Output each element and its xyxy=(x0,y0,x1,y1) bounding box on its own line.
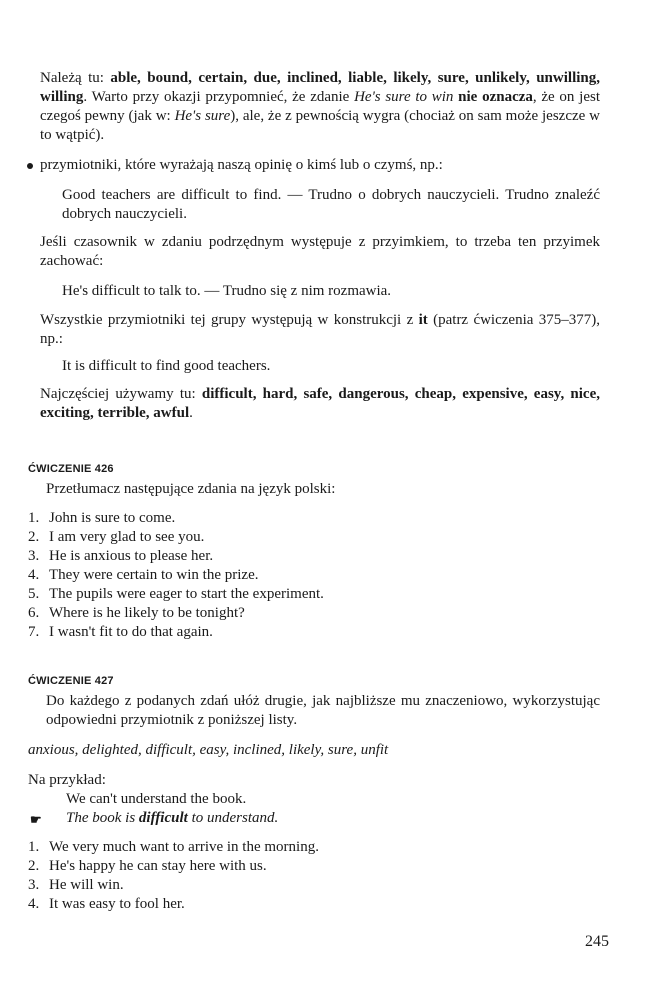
item-text: I am very glad to see you. xyxy=(49,529,205,545)
bold-term: nie oznacza xyxy=(458,89,533,105)
item-number: 2. xyxy=(28,858,40,874)
item-text: They were certain to win the prize. xyxy=(49,567,259,583)
text-span: Należą tu: xyxy=(40,70,111,86)
example-label: Na przykład: xyxy=(28,772,106,788)
bold-term: difficult xyxy=(138,810,188,826)
text-span: , że on jest czegoś pewny (jak w: xyxy=(40,89,600,124)
item-number: 1. xyxy=(28,839,40,855)
example-answer xyxy=(66,809,278,828)
pointing-hand-icon: ☛ xyxy=(30,812,42,827)
bullet-text: przymiotniki, które wyrażają naszą opinię o kimś lub o czymś, np.: xyxy=(40,157,443,173)
example-sentence: He's difficult to talk to. — Trudno się z nim rozmawia. xyxy=(62,283,392,299)
item-text: He's happy he can stay here with us. xyxy=(49,858,267,874)
item-number: 2. xyxy=(28,529,40,545)
text-span: (patrz ćwiczenia 375–377), np.: xyxy=(40,312,600,347)
italic-example: He's sure xyxy=(174,108,231,124)
bold-adjective-list: difficult, hard, safe, dangerous, cheap, expensive, easy, nice, exciting, terrible, awful xyxy=(40,386,600,421)
item-number: 4. xyxy=(28,567,40,583)
example-sentence: It is difficult to find good teachers. xyxy=(62,358,271,374)
item-text: It was easy to fool her. xyxy=(49,896,185,912)
item-text: I wasn't fit to do that again. xyxy=(49,624,213,640)
item-text: He will win. xyxy=(49,877,124,893)
item-text: Where is he likely to be tonight? xyxy=(49,605,245,621)
list-item xyxy=(28,547,324,566)
item-number: 6. xyxy=(28,605,40,621)
bold-adjective-list: able, bound, certain, due, inclined, liable, likely, sure, unlikely, unwilling, willing xyxy=(40,70,600,105)
item-text: John is sure to come. xyxy=(49,510,176,526)
list-item xyxy=(28,838,319,857)
note-paragraph xyxy=(40,385,600,423)
example-sentence: Good teachers are difficult to find. — Trudno o dobrych nauczycieli. Trudno znaleźć dobrych nauczycieli. xyxy=(62,187,600,222)
note-paragraph xyxy=(40,311,600,349)
item-text: The pupils were eager to start the experiment. xyxy=(49,586,324,602)
text-span: . Warto przy okazji przypomnieć, że zdanie xyxy=(83,89,355,105)
exercise-instruction: Do każdego z podanych zdań ułóż drugie, jak najbliższe mu znaczeniowo, wykorzystując odpowiedni przymiotnik z poniższej listy. xyxy=(46,693,600,728)
list-item xyxy=(28,857,319,876)
item-text: We very much want to arrive in the morning. xyxy=(49,839,319,855)
item-text: He is anxious to please her. xyxy=(49,548,214,564)
example-sentence: We can't understand the book. xyxy=(66,791,247,807)
exercise-list xyxy=(28,838,319,914)
list-item xyxy=(28,876,319,895)
list-item xyxy=(28,566,324,585)
list-item xyxy=(28,895,319,914)
list-item xyxy=(28,509,324,528)
list-item xyxy=(28,623,324,642)
exercise-heading: ĆWICZENIE 427 xyxy=(28,675,114,687)
bullet-icon xyxy=(27,163,33,169)
item-number: 3. xyxy=(28,548,40,564)
item-number: 5. xyxy=(28,586,40,602)
exercise-heading: ĆWICZENIE 426 xyxy=(28,463,114,475)
item-number: 1. xyxy=(28,510,40,526)
italic-example: He's sure to win xyxy=(354,89,454,105)
note-paragraph: Jeśli czasownik w zdaniu podrzędnym występuje z przyimkiem, to trzeba ten przyimek zachować: xyxy=(40,234,600,269)
text-span: Wszystkie przymiotniki tej grupy występują w konstrukcji z xyxy=(40,312,419,328)
text-span: The book is xyxy=(66,810,139,826)
text-span: ), ale, że z pewnością wygra (chociaż on sam może jeszcze w to wątpić). xyxy=(40,108,600,143)
adjective-word-list: anxious, delighted, difficult, easy, inclined, likely, sure, unfit xyxy=(28,742,389,758)
list-item xyxy=(28,604,324,623)
text-span: . xyxy=(189,405,193,421)
intro-paragraph xyxy=(40,69,600,145)
list-item xyxy=(28,528,324,547)
item-number: 3. xyxy=(28,877,40,893)
page-number: 245 xyxy=(585,933,609,950)
item-number: 7. xyxy=(28,624,40,640)
bold-term: it xyxy=(418,312,428,328)
text-span: Najczęściej używamy tu: xyxy=(40,386,202,402)
text-span: to understand. xyxy=(187,810,279,826)
exercise-instruction: Przetłumacz następujące zdania na język polski: xyxy=(46,481,336,497)
exercise-list xyxy=(28,509,324,642)
item-number: 4. xyxy=(28,896,40,912)
list-item xyxy=(28,585,324,604)
